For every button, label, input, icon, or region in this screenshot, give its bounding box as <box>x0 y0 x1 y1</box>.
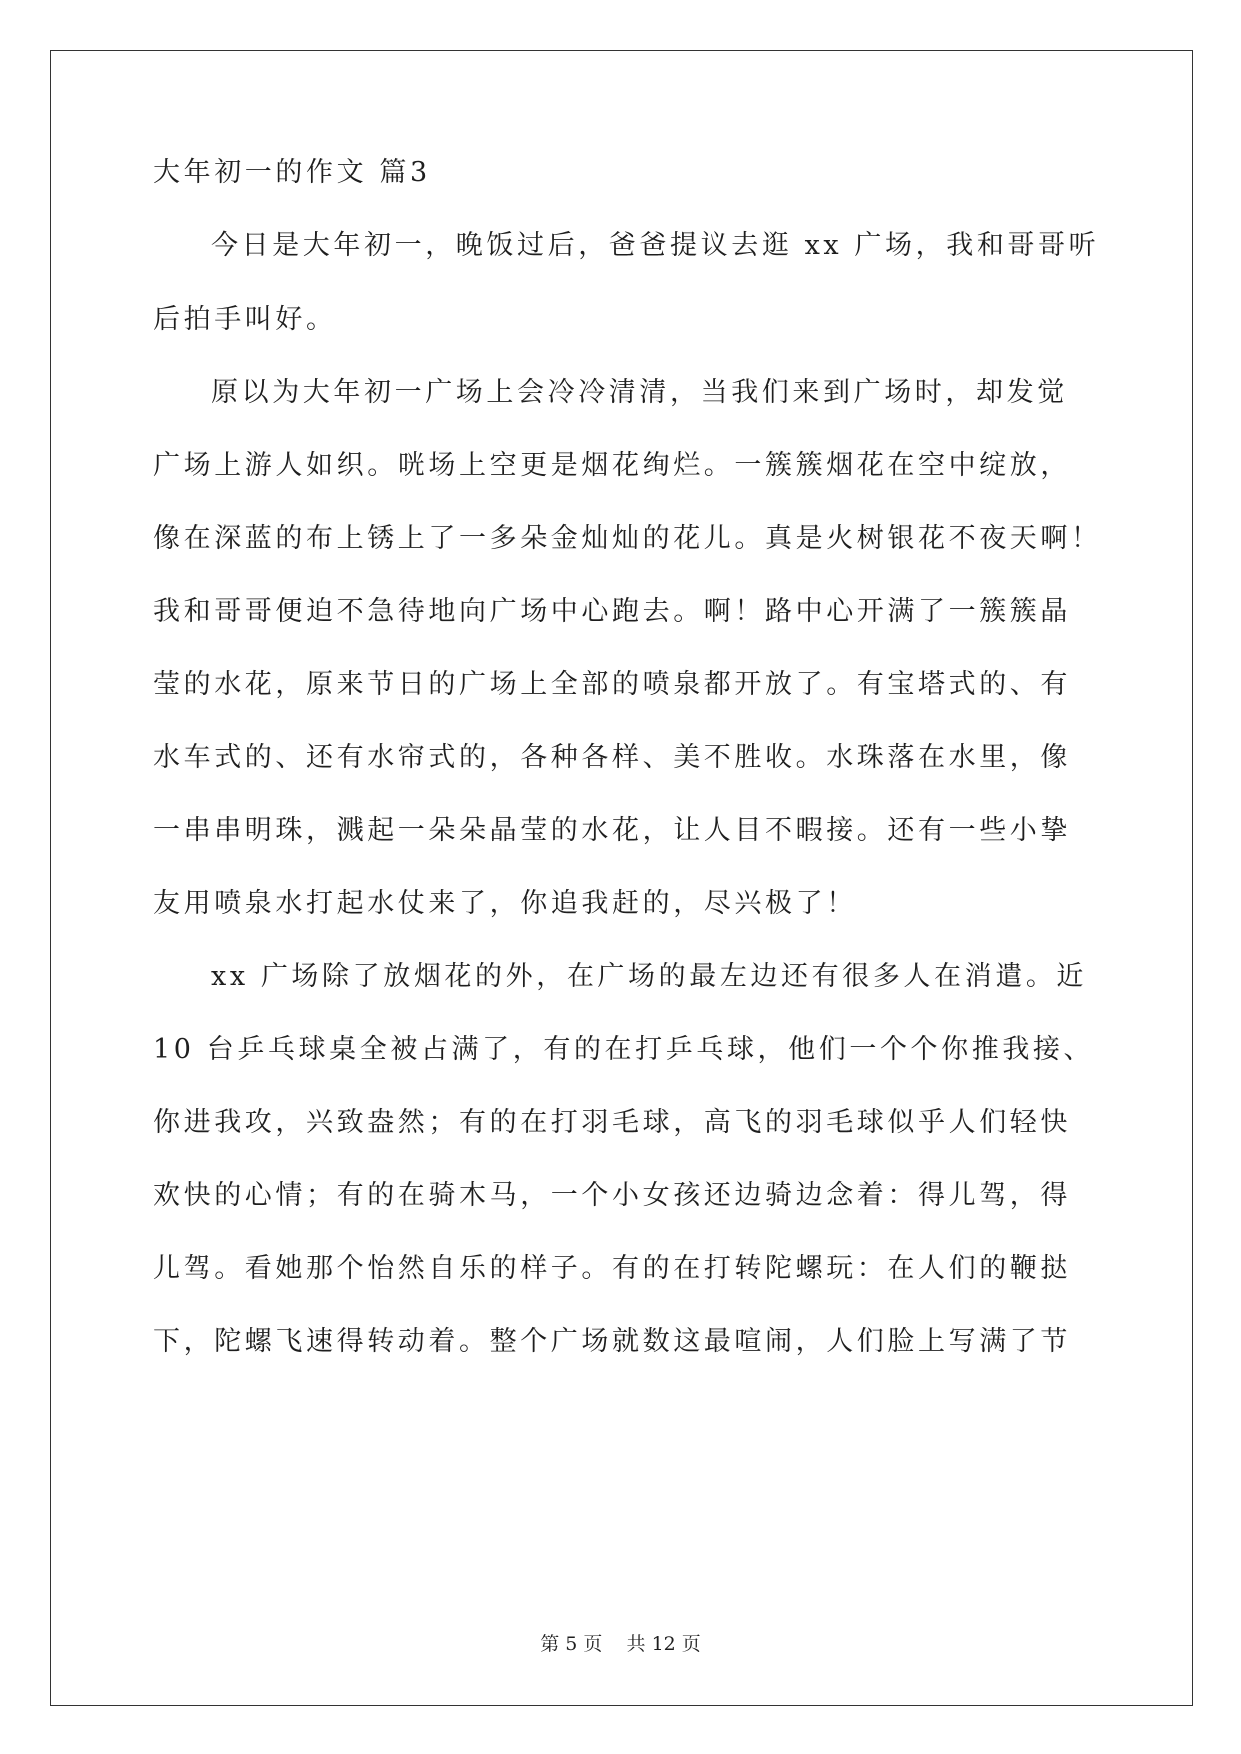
paragraph-3-line-1: xx 广场除了放烟花的外，在广场的最左边还有很多人在消遣。近 <box>211 961 1088 992</box>
page-number-footer: 第 5 页 共 12 页 <box>540 1633 701 1655</box>
paragraph-3-line-6: 下，陀螺飞速得转动着。整个广场就数这最喧闹，人们脸上写满了节 <box>153 1326 1071 1357</box>
paragraph-1-line-2: 后拍手叫好。 <box>153 304 337 335</box>
paragraph-2-line-1: 原以为大年初一广场上会冷冷清清，当我们来到广场时，却发觉 <box>211 377 1068 408</box>
paragraph-2-line-4: 我和哥哥便迫不急待地向广场中心跑去。啊！路中心开满了一簇簇晶 <box>153 596 1071 627</box>
paragraph-2-line-3: 像在深蓝的布上锈上了一多朵金灿灿的花儿。真是火树银花不夜天啊！ <box>153 523 1102 554</box>
paragraph-2-line-6: 水车式的、还有水帘式的，各种各样、美不胜收。水珠落在水里，像 <box>153 742 1071 773</box>
paragraph-3-line-2: 10 台乒乓球桌全被占满了，有的在打乒乓球，他们一个个你推我接、 <box>153 1034 1095 1065</box>
paragraph-3-line-5: 儿驾。看她那个怡然自乐的样子。有的在打转陀螺玩：在人们的鞭挞 <box>153 1253 1071 1284</box>
paragraph-2-line-2: 广场上游人如织。咣场上空更是烟花绚烂。一簇簇烟花在空中绽放， <box>153 450 1071 481</box>
page-border <box>50 50 1193 1706</box>
paragraph-2-line-8: 友用喷泉水打起水仗来了，你追我赶的，尽兴极了！ <box>153 888 857 919</box>
paragraph-2-line-7: 一串串明珠，溅起一朵朵晶莹的水花，让人目不暇接。还有一些小挚 <box>153 815 1071 846</box>
paragraph-3-line-4: 欢快的心情；有的在骑木马，一个小女孩还边骑边念着：得儿驾，得 <box>153 1180 1071 1211</box>
paragraph-3-line-3: 你进我攻，兴致盎然；有的在打羽毛球，高飞的羽毛球似乎人们轻快 <box>153 1107 1071 1138</box>
document-title: 大年初一的作文 篇3 <box>153 157 431 188</box>
paragraph-1-line-1: 今日是大年初一，晚饭过后，爸爸提议去逛 xx 广场，我和哥哥听 <box>211 230 1100 261</box>
paragraph-2-line-5: 莹的水花，原来节日的广场上全部的喷泉都开放了。有宝塔式的、有 <box>153 669 1071 700</box>
